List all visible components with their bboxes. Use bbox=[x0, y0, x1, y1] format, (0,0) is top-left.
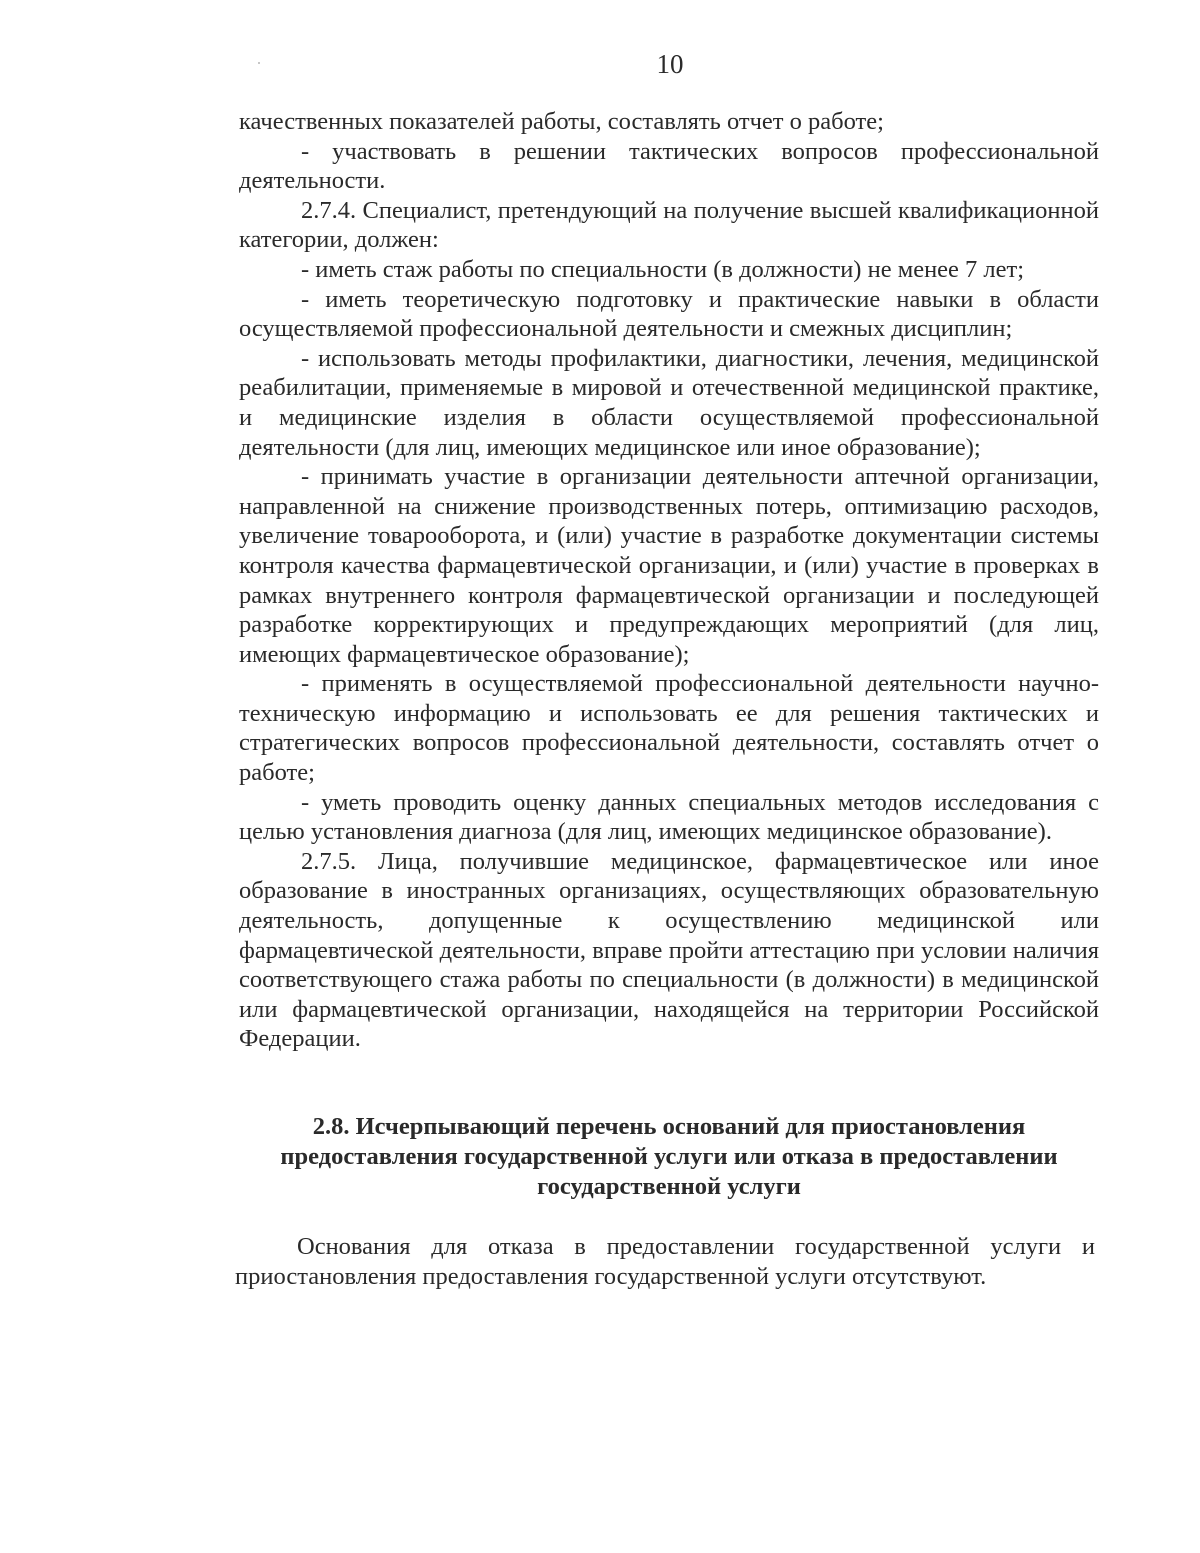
paragraph: - иметь стаж работы по специальности (в должности) не менее 7 лет; bbox=[301, 255, 1025, 283]
paragraph: - уметь проводить оценку данных специальных методов исследования с целью установления диагноза (для лиц, имеющих медицинское образование). bbox=[239, 788, 1099, 846]
page-number: 10 bbox=[656, 49, 684, 79]
section-heading bbox=[239, 1112, 1099, 1202]
paragraph: - иметь теоретическую подготовку и практические навыки в области осуществляемой профессиональной деятельности и смежных дисциплин; bbox=[239, 285, 1099, 343]
section-heading-line: государственной услуги bbox=[537, 1173, 801, 1200]
section-heading-line: предоставления государственной услуги или отказа в предоставлении bbox=[280, 1143, 1058, 1170]
paragraph: - участвовать в решении тактических вопросов профессиональной деятельности. bbox=[239, 137, 1099, 195]
closing-paragraph: Основания для отказа в предоставлении государственной услуги и приостановления предоставления государственной услуги отсутствуют. bbox=[235, 1233, 1095, 1290]
paragraph: - применять в осуществляемой профессиональной деятельности научно-техническую информацию и использовать ее для решения тактических и стратегических вопросов профессиональной деятельности, составлять отчет о работе; bbox=[239, 670, 1099, 787]
body-text bbox=[239, 107, 1099, 1054]
paragraph: 2.7.4. Специалист, претендующий на получение высшей квалификационной категории, должен: bbox=[239, 196, 1099, 254]
paragraph: - принимать участие в организации деятельности аптечной организации, направленной на снижение производственных потерь, оптимизацию расходов, увеличение товарооборота, и (или) участие в разработке документации системы контроля качества фармацевтической организации, и (или) участие в проверках в рамках внутреннего контроля фармацевтической организации и последующей разработке корректирующих и предупреждающих мероприятий (для лиц, имеющих фармацевтическое образование); bbox=[239, 463, 1099, 668]
paragraph: - использовать методы профилактики, диагностики, лечения, медицинской реабилитации, применяемые в мировой и отечественной медицинской практике, и медицинские изделия в области осуществляемой профессиональной деятельности (для лиц, имеющих медицинское или иное образование); bbox=[239, 344, 1099, 461]
paragraph: 2.7.5. Лица, получившие медицинское, фармацевтическое или иное образование в иностранных организациях, осуществляющих образовательную деятельность, допущенные к осуществлению медицинской или фармацевтической деятельности, вправе пройти аттестацию при условии наличия соответствующего стажа работы по специальности (в должности) в медицинской или фармацевтической организации, находящейся на территории Российской Федерации. bbox=[239, 847, 1099, 1053]
section-heading-line: 2.8. Исчерпывающий перечень оснований для приостановления bbox=[312, 1113, 1026, 1140]
paragraph: качественных показателей работы, составлять отчет о работе; bbox=[239, 108, 884, 135]
